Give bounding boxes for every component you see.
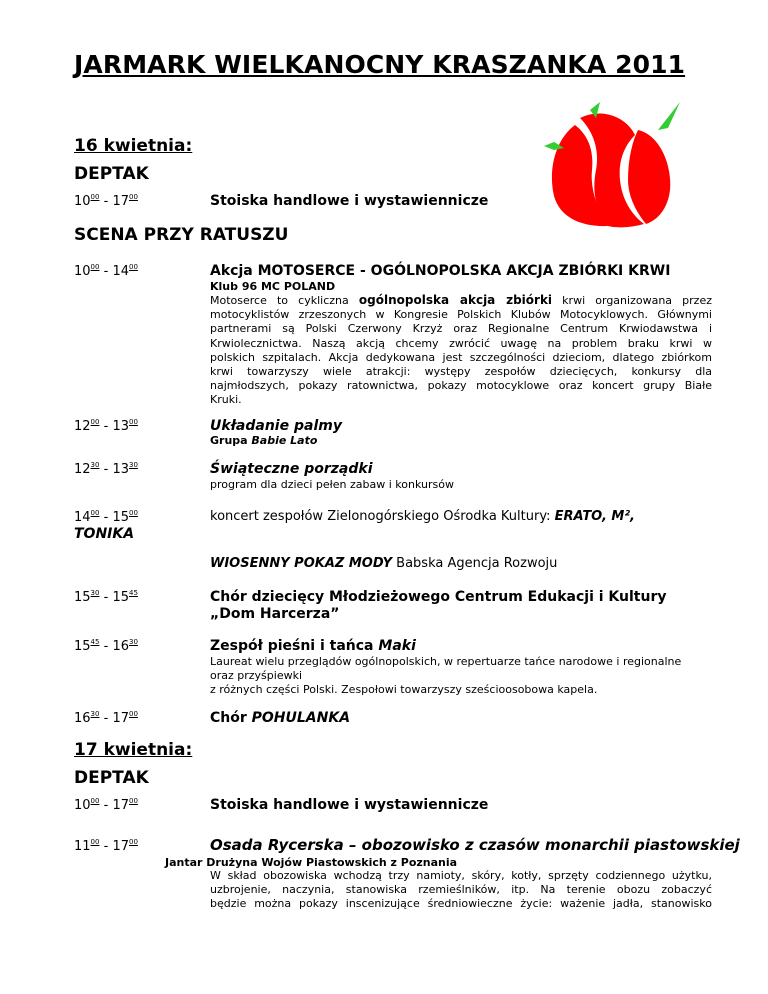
event-description: Laureat wielu przeglądów ogólnopolskich, w repertuarze tańce narodowe i regionalne oraz przyśpiewki z różnych części Polski. Zespołowi towarzyszy sześcioosobowa kapela. [210,655,682,697]
event-description: W skład obozowiska wchodzą trzy namioty, skóry, kotły, sprzęty codziennego użytku, uzbrojenie, naczynia, stanowiska rzemieślników, itp. Na terenie obozu zobaczyć będzie można pokazy inscenizujące średniowieczne życie: ważenie jadła, stanowisko [210,869,712,911]
event-name: Akcja MOTOSERCE - OGÓLNOPOLSKA AKCJA ZBIÓRKI KRWI [210,263,671,279]
event-time: $15^{45} - 16^{30}$ [74,638,138,654]
event-name: Zespół pieśni i tańca Maki [210,638,416,654]
day-heading-17: 17 kwietnia: [74,740,193,760]
event-time: $15^{30} - 15^{45}$ [74,589,138,605]
event-time: $12^{00} - 13^{00}$ [74,418,138,434]
event-time: $10^{00} - 17^{00}$ [74,193,138,209]
event-name: WIOSENNY POKAZ MODY Babska Agencja Rozwoju [210,556,558,571]
event-time: $12^{30} - 13^{30}$ [74,461,138,477]
event-name: Chór POHULANKA [210,710,351,726]
section-deptak: DEPTAK [74,768,149,788]
section-deptak: DEPTAK [74,164,149,184]
kraszanka-egg-logo-icon [540,100,690,228]
page-title: JARMARK WIELKANOCNY KRASZANKA 2011 [74,50,686,79]
event-time: $14^{00} - 15^{00}$ [74,509,138,525]
event-organizer: Klub 96 MC POLAND [210,280,336,293]
event-extra: TONIKA [74,526,135,542]
event-time: $10^{00} - 14^{00}$ [74,263,138,279]
event-description: program dla dzieci pełen zabaw i konkursów [210,478,454,491]
event-name: Stoiska handlowe i wystawiennicze [210,797,489,813]
event-description: Motoserce to cykliczna ogólnopolska akcja zbiórki krwi organizowana przez motocyklistów zrzeszonych w Kongresie Polskich Klubów Motocyklowych. Głównymi partnerami są Polski Czerwony Krzyż oraz Regionalne Centrum Krwiodawstwa i Krwiolecznictwa. Naszą akcją chcemy zwrócić uwagę na problem braku krwi w polskich szpitalach. Akcja dedykowana jest szczególności dzieciom, dlatego zbiórkom krwi towarzyszy wiele atrakcji: występy zespołów dziecięcych, konkursy dla najmłodszych, pokazy ratownictwa, pokazy motocyklowe oraz koncert grupy Białe Kruki. [210,293,712,407]
event-time: $11^{00} - 17^{00}$ [74,838,138,854]
event-name: Chór dziecięcy Młodzieżowego Centrum Edukacji i Kultury „Dom Harcerza” [210,589,667,622]
day-heading-16: 16 kwietnia: [74,136,193,156]
event-time: $16^{30} - 17^{00}$ [74,710,138,726]
event-organizer: Jantar Drużyna Wojów Piastowskich z Poznania [165,856,458,869]
event-time: $10^{00} - 17^{00}$ [74,797,138,813]
section-scena: SCENA PRZY RATUSZU [74,225,289,245]
event-name: Osada Rycerska – obozowisko z czasów monarchii piastowskiej [210,836,740,854]
event-name: koncert zespołów Zielonogórskiego Ośrodka Kultury: ERATO, M², [210,509,635,524]
event-organizer: Grupa Babie Lato [210,434,318,447]
event-name: Stoiska handlowe i wystawiennicze [210,193,489,209]
event-name: Układanie palmy [210,418,342,434]
event-name: Świąteczne porządki [210,461,373,477]
